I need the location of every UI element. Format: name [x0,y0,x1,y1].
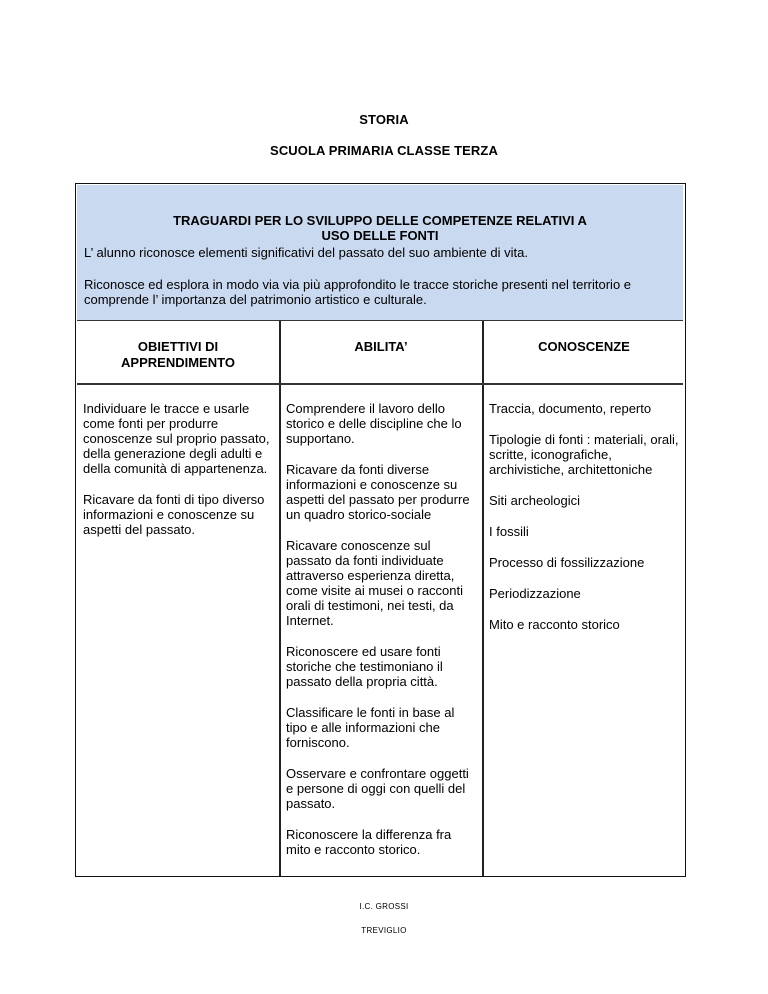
obiettivo-item: Ricavare da fonti di tipo diverso informazioni e conoscenze su aspetti del passato. [83,492,265,537]
column-header-obiettivi: OBIETTIVI DI APPRENDIMENTO [121,339,235,370]
traguardo-text: L’ alunno riconosce elementi significativi del passato del suo ambiente di vita. [84,245,528,260]
conoscenza-item: Tipologie di fonti : materiali, orali, scritte, iconografiche, archivistiche, architettoniche [489,432,679,477]
abilita-cell [286,401,478,857]
traguardi-header [77,185,683,321]
obiettivo-item: Individuare le tracce e usarle come fonti per produrre conoscenze sul proprio passato, della generazione degli adulti e della comunità di appartenenza. [83,401,270,476]
traguardi-heading [77,213,683,243]
conoscenza-item: Traccia, documento, reperto [489,401,652,416]
conoscenza-item: Mito e racconto storico [489,617,620,632]
curriculum-table [75,183,686,877]
abilita-item: Ricavare da fonti diverse informazioni e conoscenze su aspetti del passato per produrre un quadro storico-sociale [286,462,470,522]
abilita-item: Comprendere il lavoro dello storico e delle discipline che lo supportano. [286,401,462,446]
column-header-conoscenze: CONOSCENZE [538,339,630,354]
conoscenza-item: Processo di fossilizzazione [489,555,645,570]
column-divider [279,321,281,876]
row-divider [77,383,683,385]
footer-town: TREVIGLIO [361,926,407,935]
abilita-item: Osservare e confrontare oggetti e persone di oggi con quelli del passato. [286,766,469,811]
traguardi-heading-line1: TRAGUARDI PER LO SVILUPPO DELLE COMPETENZE RELATIVI A [173,213,587,228]
conoscenza-item: I fossili [489,524,529,539]
conoscenza-item: Siti archeologici [489,493,581,508]
obiettivi-cell [83,401,275,537]
footer-school-name: I.C. GROSSI [359,902,409,911]
abilita-item: Ricavare conoscenze sul passato da fonti individuate attraverso esperienza diretta, come visite ai musei o racconti orali di testimoni, nei testi, da Internet. [286,538,464,628]
abilita-item: Riconoscere la differenza fra mito e racconto storico. [286,827,452,857]
document-subtitle: SCUOLA PRIMARIA CLASSE TERZA [270,143,498,158]
conoscenze-cell [489,401,681,632]
column-header-abilita: ABILITA’ [354,339,408,354]
column-divider [482,321,484,876]
traguardo-text: Riconosce ed esplora in modo via via più approfondito le tracce storiche presenti nel territorio e comprende l’ importanza del patrimonio artistico e culturale. [84,277,632,307]
abilita-item: Classificare le fonti in base al tipo e alle informazioni che forniscono. [286,705,455,750]
document-title: STORIA [359,112,409,127]
conoscenza-item: Periodizzazione [489,586,581,601]
traguardi-heading-line2: USO DELLE FONTI [321,228,439,243]
abilita-item: Riconoscere ed usare fonti storiche che testimoniano il passato della propria città. [286,644,443,689]
